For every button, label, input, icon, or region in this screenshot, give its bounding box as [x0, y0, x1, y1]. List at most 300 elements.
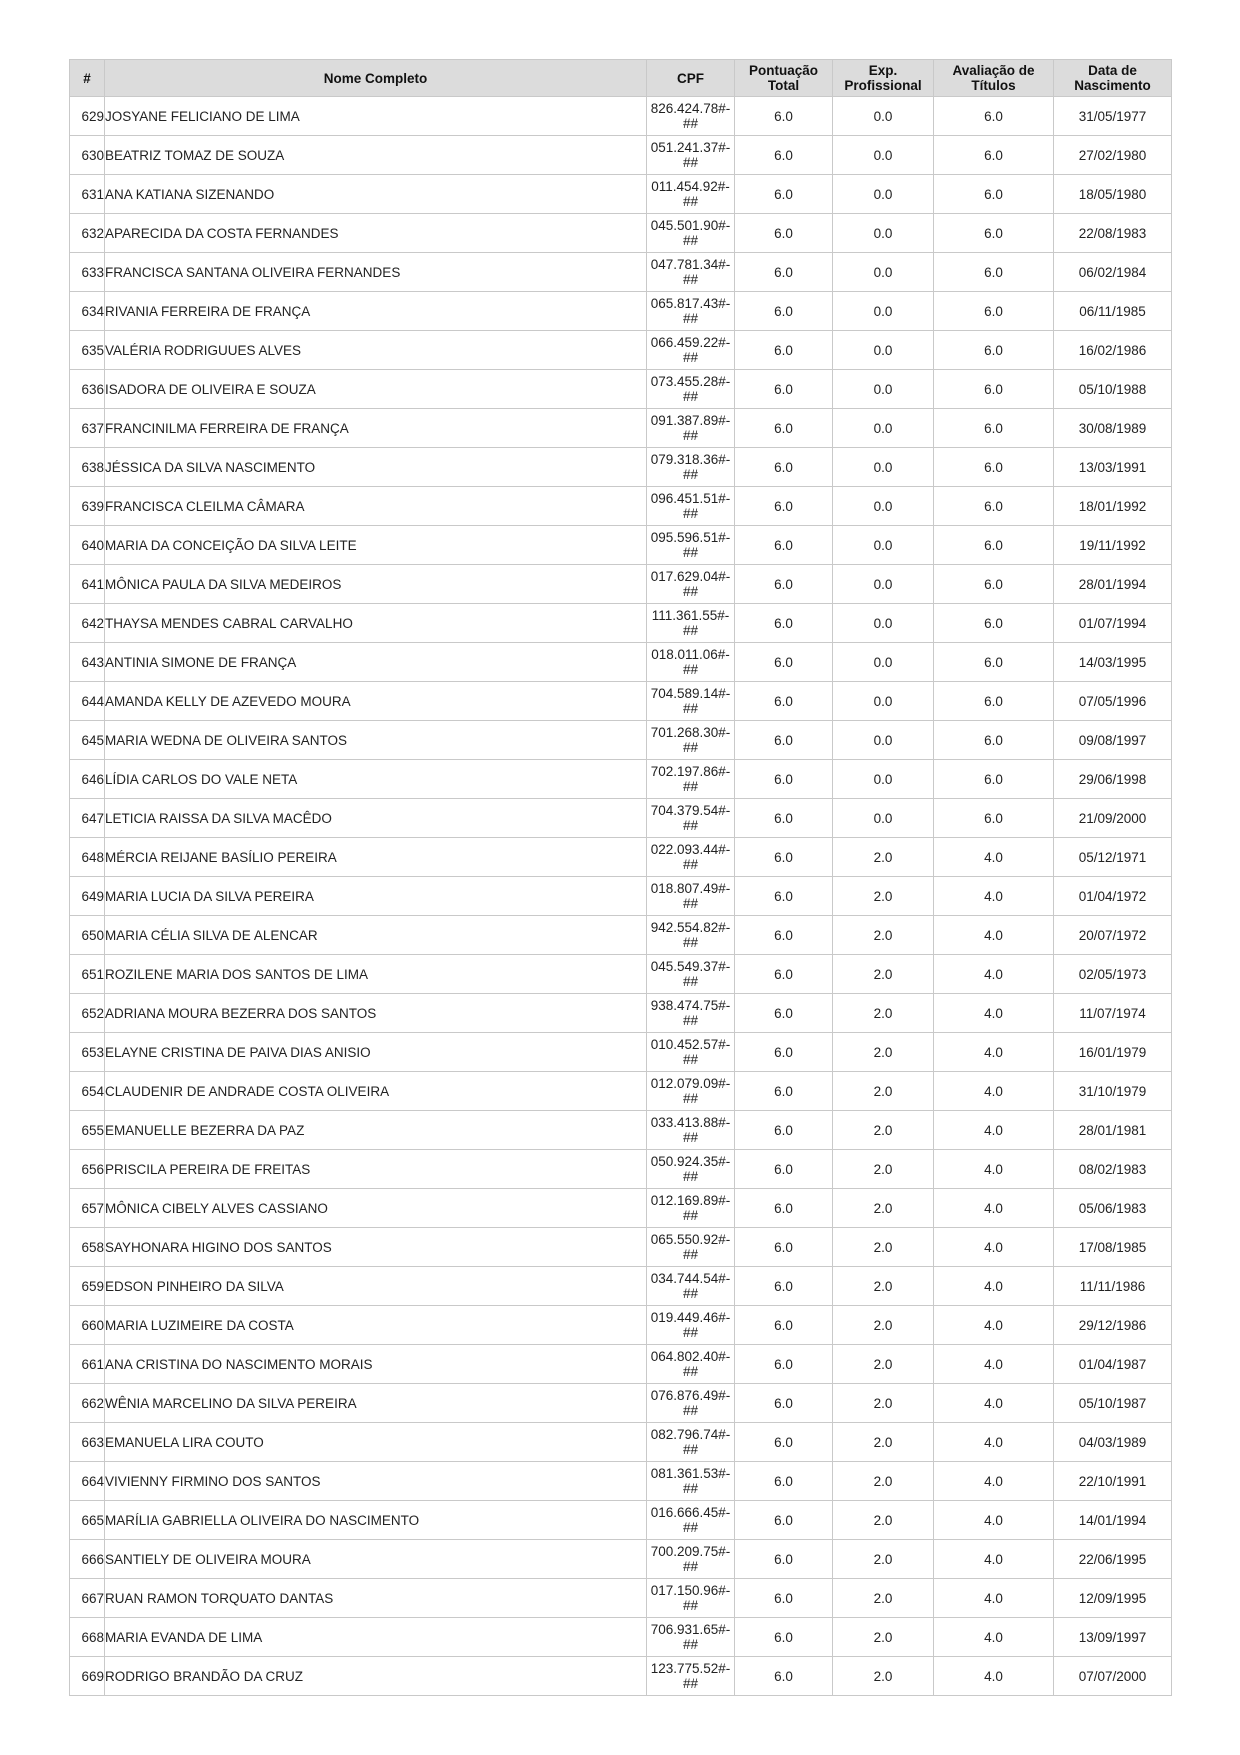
- header-titles-evaluation: [934, 60, 1054, 97]
- table-row: [70, 682, 1172, 721]
- candidate-cpf: [647, 214, 735, 253]
- candidate-name: ANTINIA SIMONE DE FRANÇA: [105, 643, 647, 682]
- candidate-cpf: [647, 97, 735, 136]
- row-number: 669: [70, 1657, 105, 1696]
- cpf-line1: 096.451.51#-: [650, 491, 731, 506]
- header-experience: [833, 60, 934, 97]
- cpf-line1: 064.802.40#-: [650, 1349, 731, 1364]
- candidate-cpf: [647, 1345, 735, 1384]
- candidate-name: WÊNIA MARCELINO DA SILVA PEREIRA: [105, 1384, 647, 1423]
- professional-experience: 2.0: [833, 1306, 934, 1345]
- cpf-line1: 076.876.49#-: [650, 1388, 731, 1403]
- total-score: 6.0: [735, 1423, 833, 1462]
- birth-date: 13/09/1997: [1054, 1618, 1172, 1657]
- titles-evaluation: 4.0: [934, 838, 1054, 877]
- total-score: 6.0: [735, 994, 833, 1033]
- birth-date: 05/12/1971: [1054, 838, 1172, 877]
- birth-date: 28/01/1981: [1054, 1111, 1172, 1150]
- candidate-cpf: [647, 370, 735, 409]
- candidate-cpf: [647, 1423, 735, 1462]
- total-score: 6.0: [735, 1579, 833, 1618]
- birth-date: 14/03/1995: [1054, 643, 1172, 682]
- birth-date: 02/05/1973: [1054, 955, 1172, 994]
- cpf-line1: 051.241.37#-: [650, 140, 731, 155]
- candidate-name: RODRIGO BRANDÃO DA CRUZ: [105, 1657, 647, 1696]
- total-score: 6.0: [735, 331, 833, 370]
- header-birth-line2: Nascimento: [1074, 78, 1151, 93]
- birth-date: 08/02/1983: [1054, 1150, 1172, 1189]
- header-aval-line2: Títulos: [971, 78, 1016, 93]
- professional-experience: 0.0: [833, 370, 934, 409]
- cpf-line2: ##: [682, 1676, 699, 1691]
- titles-evaluation: 6.0: [934, 175, 1054, 214]
- cpf-line1: 012.079.09#-: [650, 1076, 731, 1091]
- table-row: [70, 1423, 1172, 1462]
- titles-evaluation: 4.0: [934, 955, 1054, 994]
- header-total-line1: Pontuação: [748, 63, 818, 78]
- birth-date: 06/11/1985: [1054, 292, 1172, 331]
- total-score: 6.0: [735, 97, 833, 136]
- professional-experience: 2.0: [833, 994, 934, 1033]
- row-number: 656: [70, 1150, 105, 1189]
- cpf-line2: ##: [682, 1364, 699, 1379]
- professional-experience: 2.0: [833, 1150, 934, 1189]
- table-row: [70, 526, 1172, 565]
- row-number: 657: [70, 1189, 105, 1228]
- professional-experience: 0.0: [833, 760, 934, 799]
- birth-date: 18/05/1980: [1054, 175, 1172, 214]
- candidate-cpf: [647, 1540, 735, 1579]
- birth-date: 27/02/1980: [1054, 136, 1172, 175]
- candidate-cpf: [647, 1501, 735, 1540]
- titles-evaluation: 6.0: [934, 448, 1054, 487]
- table-row: [70, 1111, 1172, 1150]
- cpf-line2: ##: [682, 467, 699, 482]
- titles-evaluation: 6.0: [934, 292, 1054, 331]
- table-row: [70, 604, 1172, 643]
- row-number: 631: [70, 175, 105, 214]
- header-exp-line1: Exp.: [868, 63, 898, 78]
- header-cpf: [647, 60, 735, 97]
- candidate-name: APARECIDA DA COSTA FERNANDES: [105, 214, 647, 253]
- professional-experience: 2.0: [833, 1462, 934, 1501]
- cpf-line2: ##: [682, 935, 699, 950]
- candidate-name: ROZILENE MARIA DOS SANTOS DE LIMA: [105, 955, 647, 994]
- candidate-cpf: [647, 175, 735, 214]
- candidate-cpf: [647, 643, 735, 682]
- row-number: 650: [70, 916, 105, 955]
- titles-evaluation: 4.0: [934, 1111, 1054, 1150]
- header-number-label: #: [83, 70, 91, 86]
- titles-evaluation: 6.0: [934, 721, 1054, 760]
- row-number: 665: [70, 1501, 105, 1540]
- cpf-line1: 123.775.52#-: [650, 1661, 731, 1676]
- titles-evaluation: 4.0: [934, 1306, 1054, 1345]
- candidate-name: ANA CRISTINA DO NASCIMENTO MORAIS: [105, 1345, 647, 1384]
- candidate-cpf: [647, 292, 735, 331]
- cpf-line1: 065.817.43#-: [650, 296, 731, 311]
- row-number: 634: [70, 292, 105, 331]
- candidate-name: MARIA CÉLIA SILVA DE ALENCAR: [105, 916, 647, 955]
- candidate-name: MARIA LUCIA DA SILVA PEREIRA: [105, 877, 647, 916]
- cpf-line2: ##: [682, 740, 699, 755]
- total-score: 6.0: [735, 136, 833, 175]
- titles-evaluation: 4.0: [934, 1462, 1054, 1501]
- cpf-line1: 704.589.14#-: [650, 686, 731, 701]
- table-row: [70, 799, 1172, 838]
- titles-evaluation: 6.0: [934, 565, 1054, 604]
- cpf-line1: 826.424.78#-: [650, 101, 731, 116]
- cpf-line2: ##: [682, 779, 699, 794]
- titles-evaluation: 4.0: [934, 1579, 1054, 1618]
- row-number: 655: [70, 1111, 105, 1150]
- total-score: 6.0: [735, 1150, 833, 1189]
- candidate-name: RUAN RAMON TORQUATO DANTAS: [105, 1579, 647, 1618]
- row-number: 630: [70, 136, 105, 175]
- candidate-cpf: [647, 760, 735, 799]
- professional-experience: 2.0: [833, 1111, 934, 1150]
- total-score: 6.0: [735, 1111, 833, 1150]
- candidate-name: MARIA LUZIMEIRE DA COSTA: [105, 1306, 647, 1345]
- cpf-line2: ##: [682, 389, 699, 404]
- candidate-cpf: [647, 1267, 735, 1306]
- cpf-line2: ##: [682, 116, 699, 131]
- cpf-line1: 018.011.06#-: [651, 647, 730, 662]
- candidate-name: CLAUDENIR DE ANDRADE COSTA OLIVEIRA: [105, 1072, 647, 1111]
- professional-experience: 0.0: [833, 136, 934, 175]
- candidate-name: MARIA DA CONCEIÇÃO DA SILVA LEITE: [105, 526, 647, 565]
- cpf-line1: 095.596.51#-: [650, 530, 731, 545]
- cpf-line1: 034.744.54#-: [650, 1271, 731, 1286]
- candidate-cpf: [647, 487, 735, 526]
- candidate-cpf: [647, 799, 735, 838]
- birth-date: 29/06/1998: [1054, 760, 1172, 799]
- candidate-cpf: [647, 1306, 735, 1345]
- cpf-line1: 082.796.74#-: [650, 1427, 731, 1442]
- candidate-name: BEATRIZ TOMAZ DE SOUZA: [105, 136, 647, 175]
- cpf-line2: ##: [682, 1403, 699, 1418]
- cpf-line1: 066.459.22#-: [650, 335, 731, 350]
- total-score: 6.0: [735, 1384, 833, 1423]
- cpf-line1: 045.549.37#-: [650, 959, 731, 974]
- row-number: 635: [70, 331, 105, 370]
- titles-evaluation: 4.0: [934, 1423, 1054, 1462]
- table-row: [70, 136, 1172, 175]
- professional-experience: 2.0: [833, 916, 934, 955]
- table-row: [70, 1618, 1172, 1657]
- candidate-name: MARIA EVANDA DE LIMA: [105, 1618, 647, 1657]
- row-number: 640: [70, 526, 105, 565]
- titles-evaluation: 4.0: [934, 1228, 1054, 1267]
- candidate-name: ANA KATIANA SIZENANDO: [105, 175, 647, 214]
- candidate-cpf: [647, 955, 735, 994]
- titles-evaluation: 4.0: [934, 1033, 1054, 1072]
- cpf-line2: ##: [682, 272, 699, 287]
- candidate-cpf: [647, 682, 735, 721]
- candidate-name: LETICIA RAISSA DA SILVA MACÊDO: [105, 799, 647, 838]
- candidate-cpf: [647, 1228, 735, 1267]
- birth-date: 13/03/1991: [1054, 448, 1172, 487]
- row-number: 642: [70, 604, 105, 643]
- table-row: [70, 487, 1172, 526]
- total-score: 6.0: [735, 1072, 833, 1111]
- row-number: 666: [70, 1540, 105, 1579]
- total-score: 6.0: [735, 721, 833, 760]
- table-row: [70, 1462, 1172, 1501]
- candidate-cpf: [647, 721, 735, 760]
- candidate-name: ISADORA DE OLIVEIRA E SOUZA: [105, 370, 647, 409]
- professional-experience: 2.0: [833, 1228, 934, 1267]
- cpf-line1: 073.455.28#-: [650, 374, 731, 389]
- professional-experience: 2.0: [833, 1423, 934, 1462]
- titles-evaluation: 4.0: [934, 1618, 1054, 1657]
- candidate-name: MÔNICA CIBELY ALVES CASSIANO: [105, 1189, 647, 1228]
- table-row: [70, 1150, 1172, 1189]
- birth-date: 11/11/1986: [1054, 1267, 1172, 1306]
- professional-experience: 2.0: [833, 1579, 934, 1618]
- professional-experience: 0.0: [833, 409, 934, 448]
- candidate-cpf: [647, 409, 735, 448]
- candidate-cpf: [647, 877, 735, 916]
- candidate-cpf: [647, 1618, 735, 1657]
- titles-evaluation: 4.0: [934, 1150, 1054, 1189]
- candidate-name: MARÍLIA GABRIELLA OLIVEIRA DO NASCIMENTO: [105, 1501, 647, 1540]
- table-row: [70, 1540, 1172, 1579]
- candidate-cpf: [647, 331, 735, 370]
- candidate-cpf: [647, 448, 735, 487]
- birth-date: 01/07/1994: [1054, 604, 1172, 643]
- candidate-name: AMANDA KELLY DE AZEVEDO MOURA: [105, 682, 647, 721]
- total-score: 6.0: [735, 604, 833, 643]
- table-row: [70, 97, 1172, 136]
- candidate-cpf: [647, 994, 735, 1033]
- cpf-line2: ##: [682, 1130, 699, 1145]
- table-row: [70, 214, 1172, 253]
- row-number: 649: [70, 877, 105, 916]
- row-number: 632: [70, 214, 105, 253]
- candidate-name: FRANCINILMA FERREIRA DE FRANÇA: [105, 409, 647, 448]
- cpf-line1: 065.550.92#-: [650, 1232, 731, 1247]
- table-row: [70, 1189, 1172, 1228]
- cpf-line1: 016.666.45#-: [650, 1505, 731, 1520]
- candidate-cpf: [647, 1150, 735, 1189]
- candidate-cpf: [647, 604, 735, 643]
- cpf-line2: ##: [682, 1169, 699, 1184]
- total-score: 6.0: [735, 955, 833, 994]
- titles-evaluation: 6.0: [934, 643, 1054, 682]
- candidate-name: LÍDIA CARLOS DO VALE NETA: [105, 760, 647, 799]
- table-row: [70, 1267, 1172, 1306]
- cpf-line2: ##: [682, 857, 699, 872]
- cpf-line1: 012.169.89#-: [650, 1193, 731, 1208]
- professional-experience: 2.0: [833, 1267, 934, 1306]
- candidate-name: VIVIENNY FIRMINO DOS SANTOS: [105, 1462, 647, 1501]
- row-number: 645: [70, 721, 105, 760]
- row-number: 664: [70, 1462, 105, 1501]
- table-row: [70, 721, 1172, 760]
- cpf-line1: 050.924.35#-: [650, 1154, 731, 1169]
- cpf-line2: ##: [682, 350, 699, 365]
- total-score: 6.0: [735, 409, 833, 448]
- professional-experience: 2.0: [833, 1540, 934, 1579]
- birth-date: 06/02/1984: [1054, 253, 1172, 292]
- row-number: 661: [70, 1345, 105, 1384]
- candidate-name: SAYHONARA HIGINO DOS SANTOS: [105, 1228, 647, 1267]
- candidate-name: JÉSSICA DA SILVA NASCIMENTO: [105, 448, 647, 487]
- table-row: [70, 1501, 1172, 1540]
- cpf-line1: 079.318.36#-: [650, 452, 731, 467]
- table-row: [70, 448, 1172, 487]
- cpf-line2: ##: [682, 623, 699, 638]
- birth-date: 22/08/1983: [1054, 214, 1172, 253]
- candidate-name: EMANUELLE BEZERRA DA PAZ: [105, 1111, 647, 1150]
- row-number: 637: [70, 409, 105, 448]
- row-number: 653: [70, 1033, 105, 1072]
- professional-experience: 2.0: [833, 1384, 934, 1423]
- candidate-cpf: [647, 565, 735, 604]
- cpf-line2: ##: [682, 1208, 699, 1223]
- cpf-line2: ##: [682, 1325, 699, 1340]
- birth-date: 21/09/2000: [1054, 799, 1172, 838]
- titles-evaluation: 4.0: [934, 916, 1054, 955]
- birth-date: 18/01/1992: [1054, 487, 1172, 526]
- candidate-cpf: [647, 1033, 735, 1072]
- cpf-line1: 706.931.65#-: [650, 1622, 731, 1637]
- total-score: 6.0: [735, 682, 833, 721]
- total-score: 6.0: [735, 1267, 833, 1306]
- cpf-line1: 019.449.46#-: [650, 1310, 731, 1325]
- header-total-score: [735, 60, 833, 97]
- cpf-line2: ##: [682, 1286, 699, 1301]
- professional-experience: 2.0: [833, 1657, 934, 1696]
- birth-date: 07/05/1996: [1054, 682, 1172, 721]
- titles-evaluation: 6.0: [934, 97, 1054, 136]
- cpf-line1: 701.268.30#-: [650, 725, 731, 740]
- titles-evaluation: 4.0: [934, 1189, 1054, 1228]
- cpf-line2: ##: [682, 1091, 699, 1106]
- total-score: 6.0: [735, 1228, 833, 1267]
- row-number: 654: [70, 1072, 105, 1111]
- titles-evaluation: 6.0: [934, 214, 1054, 253]
- professional-experience: 0.0: [833, 253, 934, 292]
- candidate-cpf: [647, 526, 735, 565]
- candidate-name: JOSYANE FELICIANO DE LIMA: [105, 97, 647, 136]
- table-row: [70, 370, 1172, 409]
- header-name-label: Nome Completo: [323, 70, 428, 86]
- candidate-cpf: [647, 1657, 735, 1696]
- cpf-line1: 033.413.88#-: [650, 1115, 731, 1130]
- birth-date: 29/12/1986: [1054, 1306, 1172, 1345]
- total-score: 6.0: [735, 292, 833, 331]
- row-number: 633: [70, 253, 105, 292]
- row-number: 652: [70, 994, 105, 1033]
- total-score: 6.0: [735, 838, 833, 877]
- table-row: [70, 1306, 1172, 1345]
- total-score: 6.0: [735, 877, 833, 916]
- birth-date: 04/03/1989: [1054, 1423, 1172, 1462]
- professional-experience: 0.0: [833, 175, 934, 214]
- candidate-name: MARIA WEDNA DE OLIVEIRA SANTOS: [105, 721, 647, 760]
- birth-date: 14/01/1994: [1054, 1501, 1172, 1540]
- titles-evaluation: 6.0: [934, 370, 1054, 409]
- total-score: 6.0: [735, 916, 833, 955]
- row-number: 636: [70, 370, 105, 409]
- table-row: [70, 955, 1172, 994]
- cpf-line2: ##: [682, 701, 699, 716]
- row-number: 647: [70, 799, 105, 838]
- cpf-line2: ##: [682, 311, 699, 326]
- cpf-line1: 700.209.75#-: [650, 1544, 731, 1559]
- birth-date: 22/06/1995: [1054, 1540, 1172, 1579]
- table-row: [70, 1345, 1172, 1384]
- total-score: 6.0: [735, 1618, 833, 1657]
- table-row: [70, 1033, 1172, 1072]
- total-score: 6.0: [735, 1306, 833, 1345]
- table-row: [70, 565, 1172, 604]
- table-row: [70, 292, 1172, 331]
- cpf-line2: ##: [682, 1247, 699, 1262]
- cpf-line2: ##: [682, 545, 699, 560]
- candidate-name: ADRIANA MOURA BEZERRA DOS SANTOS: [105, 994, 647, 1033]
- cpf-line1: 111.361.55#-: [651, 608, 730, 623]
- candidate-cpf: [647, 838, 735, 877]
- candidate-cpf: [647, 1384, 735, 1423]
- total-score: 6.0: [735, 175, 833, 214]
- professional-experience: 0.0: [833, 565, 934, 604]
- titles-evaluation: 6.0: [934, 487, 1054, 526]
- cpf-line2: ##: [682, 1637, 699, 1652]
- cpf-line2: ##: [682, 233, 699, 248]
- cpf-line2: ##: [682, 506, 699, 521]
- cpf-line1: 018.807.49#-: [650, 881, 731, 896]
- cpf-line1: 938.474.75#-: [650, 998, 731, 1013]
- birth-date: 05/10/1988: [1054, 370, 1172, 409]
- header-name: [105, 60, 647, 97]
- row-number: 641: [70, 565, 105, 604]
- cpf-line2: ##: [682, 818, 699, 833]
- candidate-cpf: [647, 1189, 735, 1228]
- header-total-line2: Total: [767, 78, 800, 93]
- candidate-name: MÉRCIA REIJANE BASÍLIO PEREIRA: [105, 838, 647, 877]
- professional-experience: 0.0: [833, 292, 934, 331]
- professional-experience: 2.0: [833, 955, 934, 994]
- birth-date: 31/10/1979: [1054, 1072, 1172, 1111]
- row-number: 659: [70, 1267, 105, 1306]
- total-score: 6.0: [735, 1189, 833, 1228]
- total-score: 6.0: [735, 1462, 833, 1501]
- cpf-line1: 091.387.89#-: [650, 413, 731, 428]
- row-number: 667: [70, 1579, 105, 1618]
- total-score: 6.0: [735, 214, 833, 253]
- table-row: [70, 994, 1172, 1033]
- titles-evaluation: 4.0: [934, 994, 1054, 1033]
- professional-experience: 2.0: [833, 1618, 934, 1657]
- cpf-line2: ##: [682, 1442, 699, 1457]
- birth-date: 12/09/1995: [1054, 1579, 1172, 1618]
- titles-evaluation: 4.0: [934, 1072, 1054, 1111]
- titles-evaluation: 6.0: [934, 760, 1054, 799]
- header-number: [70, 60, 105, 97]
- table-row: [70, 331, 1172, 370]
- birth-date: 11/07/1974: [1054, 994, 1172, 1033]
- professional-experience: 0.0: [833, 721, 934, 760]
- cpf-line2: ##: [682, 1481, 699, 1496]
- total-score: 6.0: [735, 760, 833, 799]
- table-header-row: [70, 60, 1172, 97]
- cpf-line1: 017.629.04#-: [650, 569, 731, 584]
- cpf-line1: 022.093.44#-: [650, 842, 731, 857]
- candidate-name: RIVANIA FERREIRA DE FRANÇA: [105, 292, 647, 331]
